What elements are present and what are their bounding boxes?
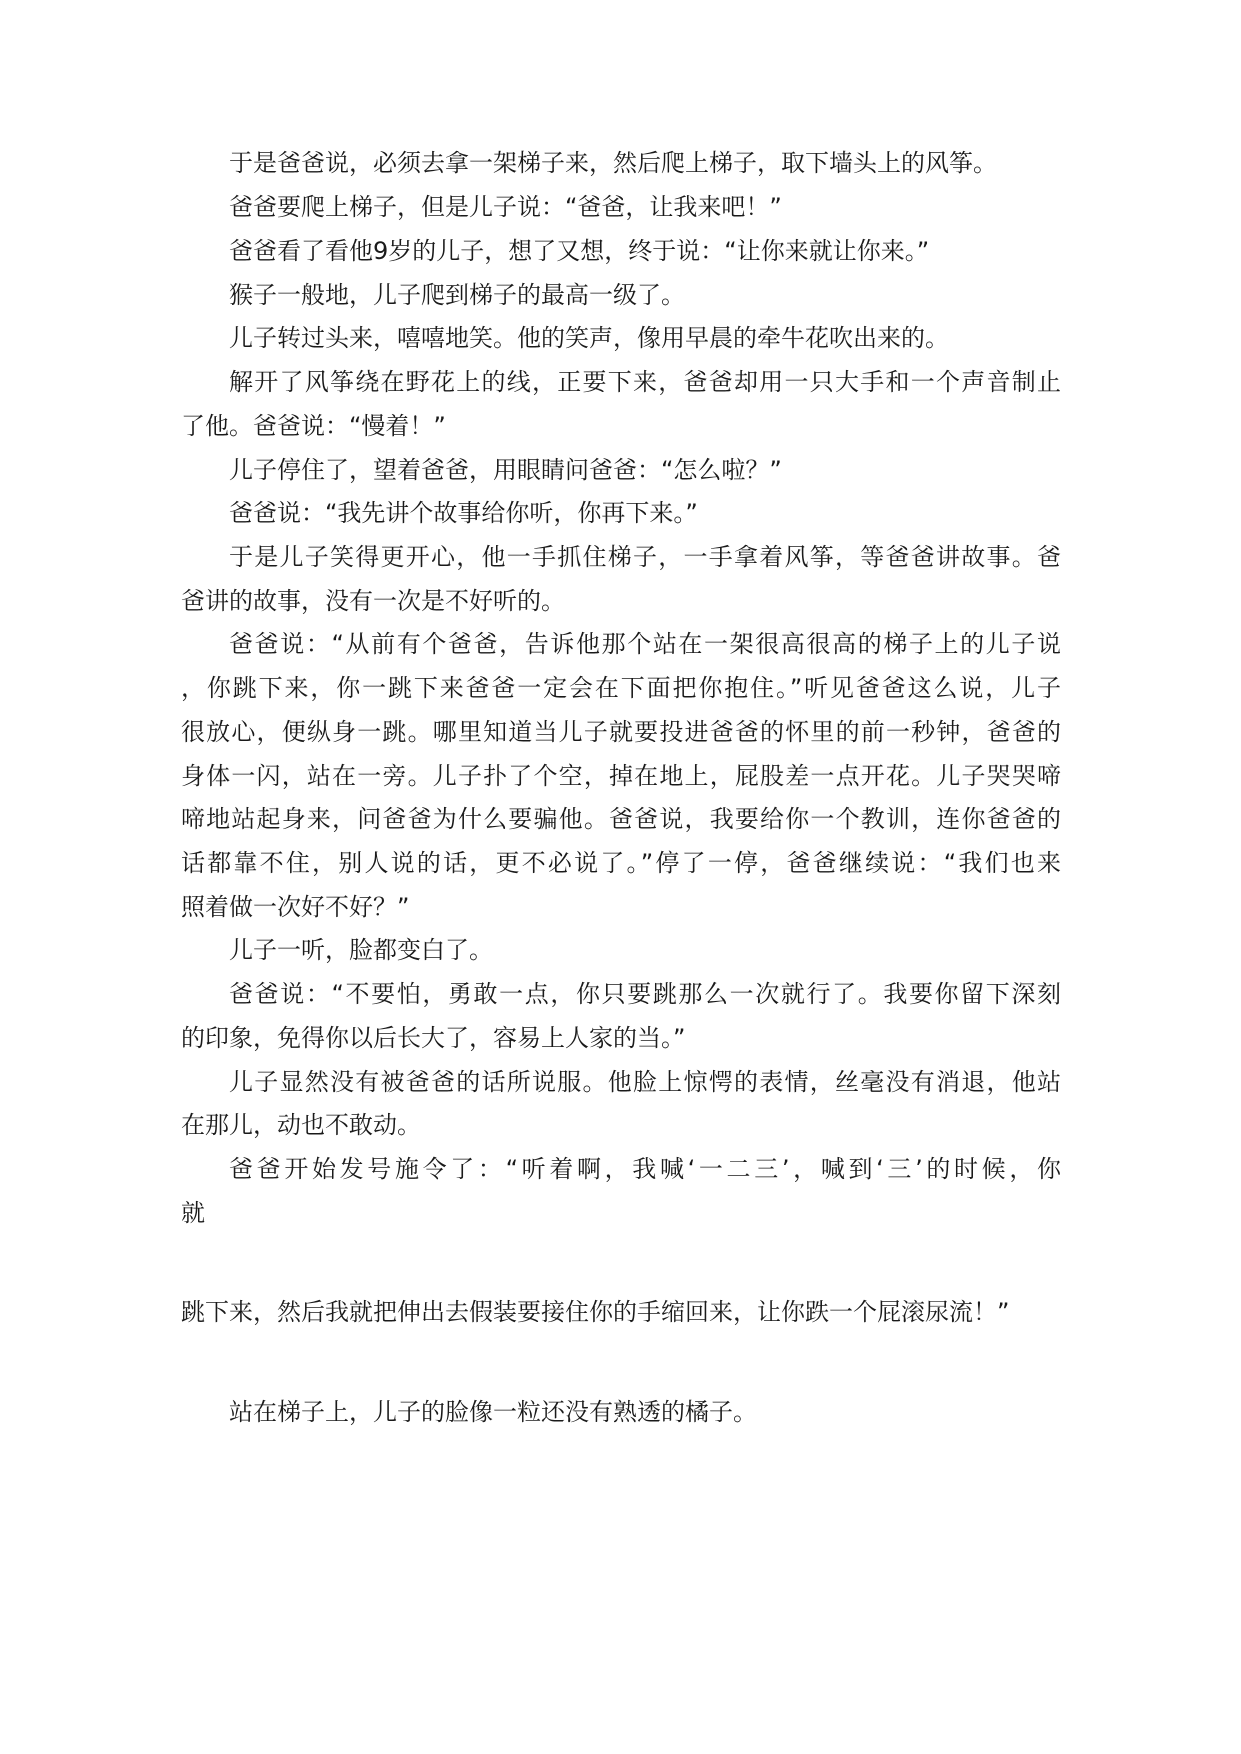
- text-line: 爸爸看了看他9岁的儿子，想了又想，终于说：“让你来就让你来。”: [229, 237, 930, 265]
- text-line: 站在梯子上，儿子的脸像一粒还没有熟透的橘子。: [229, 1398, 757, 1426]
- text-line: 猴子一般地，儿子爬到梯子的最高一级了。: [229, 281, 685, 309]
- text-line: 爸爸说：“我先讲个故事给你听，你再下来。”: [229, 499, 698, 527]
- text-line: 儿子停住了，望着爸爸，用眼睛问爸爸：“怎么啦？”: [229, 456, 782, 484]
- text-line: 了他。爸爸说：“慢着！”: [181, 412, 446, 440]
- text-line: 身体一闪，站在一旁。儿子扑了个空，掉在地上，屁股差一点开花。儿子哭哭啼: [181, 762, 1061, 790]
- text-line: 的印象，免得你以后长大了，容易上人家的当。”: [181, 1024, 686, 1052]
- text-line: 就: [181, 1199, 205, 1227]
- text-line: 照着做一次好不好？”: [181, 893, 410, 921]
- text-line: 解开了风筝绕在野花上的线，正要下来，爸爸却用一只大手和一个声音制止: [229, 368, 1061, 396]
- text-line: 话都靠不住，别人说的话，更不必说了。”停了一停，爸爸继续说：“我们也来: [181, 849, 1061, 877]
- text-line: 儿子一听，脸都变白了。: [229, 936, 493, 964]
- text-line: 跳下来，然后我就把伸出去假装要接住你的手缩回来，让你跌一个屁滚尿流！”: [181, 1298, 1010, 1326]
- text-line: 爸爸开始发号施令了：“听着啊，我喊‘一二三’，喊到‘三’的时候，你: [229, 1155, 1061, 1183]
- text-line: 在那儿，动也不敢动。: [181, 1111, 421, 1139]
- text-line: 儿子转过头来，嘻嘻地笑。他的笑声，像用早晨的牵牛花吹出来的。: [229, 324, 949, 352]
- text-line: 爸爸要爬上梯子，但是儿子说：“爸爸，让我来吧！”: [229, 193, 782, 221]
- text-line: ，你跳下来，你一跳下来爸爸一定会在下面把你抱住。”听见爸爸这么说，儿子: [181, 674, 1061, 702]
- text-line: 于是儿子笑得更开心，他一手抓住梯子，一手拿着风筝，等爸爸讲故事。爸: [229, 543, 1061, 571]
- text-line: 爸爸说：“不要怕，勇敢一点，你只要跳那么一次就行了。我要你留下深刻: [229, 980, 1061, 1008]
- text-line: 爸爸说：“从前有个爸爸，告诉他那个站在一架很高很高的梯子上的儿子说: [229, 630, 1061, 658]
- text-line: 啼地站起身来，问爸爸为什么要骗他。爸爸说，我要给你一个教训，连你爸爸的: [181, 805, 1061, 833]
- text-line: 于是爸爸说，必须去拿一架梯子来，然后爬上梯子，取下墙头上的风筝。: [229, 149, 997, 177]
- text-line: 儿子显然没有被爸爸的话所说服。他脸上惊愕的表情，丝毫没有消退，他站: [229, 1068, 1061, 1096]
- text-line: 爸讲的故事，没有一次是不好听的。: [181, 587, 565, 615]
- text-line: 很放心，便纵身一跳。哪里知道当儿子就要投进爸爸的怀里的前一秒钟，爸爸的: [181, 718, 1061, 746]
